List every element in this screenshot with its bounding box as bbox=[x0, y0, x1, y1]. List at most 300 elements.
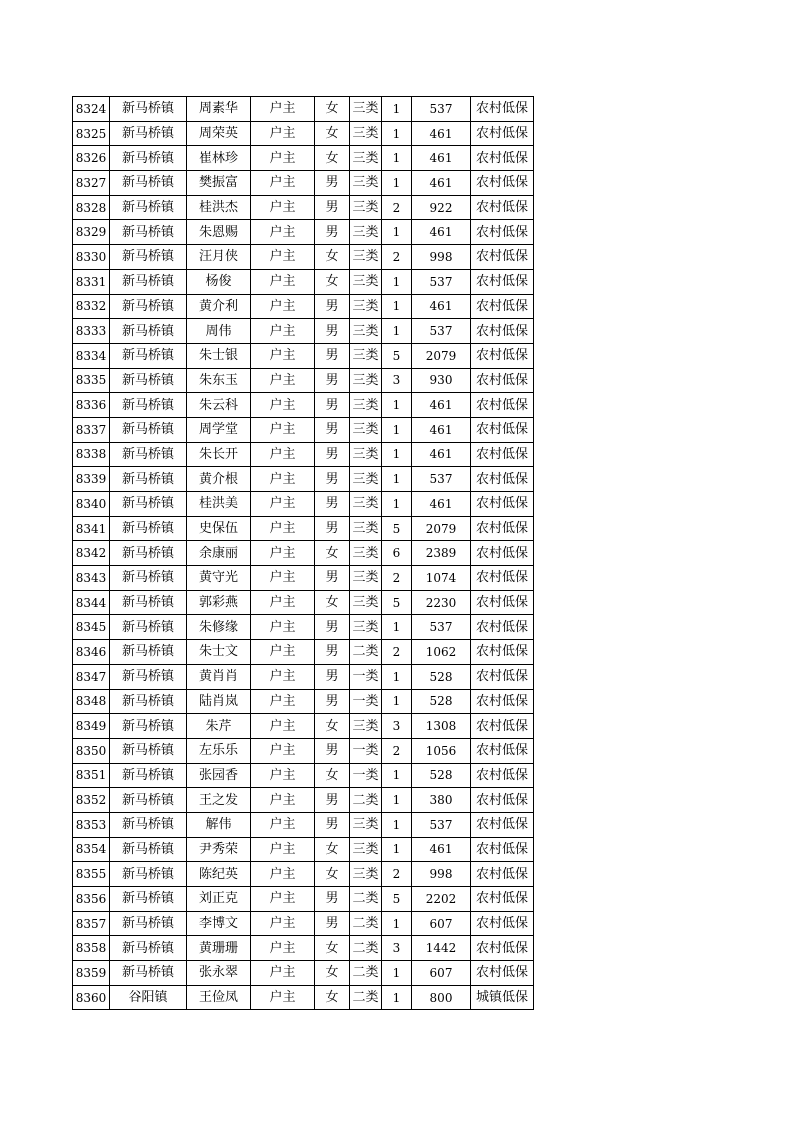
record-id-cell: 8337 bbox=[73, 417, 110, 442]
relation-cell: 户主 bbox=[251, 664, 315, 689]
household-size-cell: 1 bbox=[382, 442, 412, 467]
record-id-cell: 8351 bbox=[73, 763, 110, 788]
record-id-cell: 8330 bbox=[73, 245, 110, 270]
category-cell: 三类 bbox=[350, 812, 382, 837]
household-size-cell: 1 bbox=[382, 763, 412, 788]
town-cell: 新马桥镇 bbox=[110, 467, 187, 492]
record-id-cell: 8339 bbox=[73, 467, 110, 492]
record-id-cell: 8340 bbox=[73, 492, 110, 517]
amount-cell: 461 bbox=[412, 146, 471, 171]
household-size-cell: 5 bbox=[382, 887, 412, 912]
table-row bbox=[73, 936, 534, 961]
town-cell: 新马桥镇 bbox=[110, 566, 187, 591]
record-id-cell: 8355 bbox=[73, 862, 110, 887]
program-cell: 农村低保 bbox=[471, 640, 534, 665]
record-id-cell: 8343 bbox=[73, 566, 110, 591]
town-cell: 新马桥镇 bbox=[110, 590, 187, 615]
gender-cell: 男 bbox=[315, 171, 350, 196]
gender-cell: 女 bbox=[315, 837, 350, 862]
town-cell: 新马桥镇 bbox=[110, 492, 187, 517]
gender-cell: 男 bbox=[315, 393, 350, 418]
record-id-cell: 8332 bbox=[73, 294, 110, 319]
name-cell: 朱云科 bbox=[187, 393, 251, 418]
category-cell: 三类 bbox=[350, 393, 382, 418]
category-cell: 三类 bbox=[350, 245, 382, 270]
name-cell: 余康丽 bbox=[187, 541, 251, 566]
name-cell: 刘正克 bbox=[187, 887, 251, 912]
table-row bbox=[73, 195, 534, 220]
household-size-cell: 2 bbox=[382, 738, 412, 763]
category-cell: 二类 bbox=[350, 911, 382, 936]
town-cell: 新马桥镇 bbox=[110, 788, 187, 813]
relation-cell: 户主 bbox=[251, 319, 315, 344]
name-cell: 王之发 bbox=[187, 788, 251, 813]
gender-cell: 男 bbox=[315, 368, 350, 393]
category-cell: 三类 bbox=[350, 417, 382, 442]
relation-cell: 户主 bbox=[251, 516, 315, 541]
gender-cell: 男 bbox=[315, 812, 350, 837]
name-cell: 黄介根 bbox=[187, 467, 251, 492]
amount-cell: 380 bbox=[412, 788, 471, 813]
relation-cell: 户主 bbox=[251, 566, 315, 591]
town-cell: 新马桥镇 bbox=[110, 220, 187, 245]
gender-cell: 女 bbox=[315, 763, 350, 788]
table-row bbox=[73, 664, 534, 689]
gender-cell: 男 bbox=[315, 417, 350, 442]
name-cell: 尹秀荣 bbox=[187, 837, 251, 862]
program-cell: 农村低保 bbox=[471, 862, 534, 887]
gender-cell: 男 bbox=[315, 220, 350, 245]
amount-cell: 461 bbox=[412, 171, 471, 196]
gender-cell: 男 bbox=[315, 615, 350, 640]
amount-cell: 2230 bbox=[412, 590, 471, 615]
household-size-cell: 1 bbox=[382, 269, 412, 294]
table-row bbox=[73, 319, 534, 344]
amount-cell: 1442 bbox=[412, 936, 471, 961]
record-id-cell: 8329 bbox=[73, 220, 110, 245]
name-cell: 桂洪杰 bbox=[187, 195, 251, 220]
relation-cell: 户主 bbox=[251, 615, 315, 640]
record-id-cell: 8360 bbox=[73, 985, 110, 1010]
town-cell: 新马桥镇 bbox=[110, 97, 187, 122]
relief-roster-table bbox=[72, 96, 534, 1010]
town-cell: 新马桥镇 bbox=[110, 171, 187, 196]
category-cell: 三类 bbox=[350, 319, 382, 344]
household-size-cell: 1 bbox=[382, 393, 412, 418]
category-cell: 三类 bbox=[350, 195, 382, 220]
table-row bbox=[73, 121, 534, 146]
program-cell: 农村低保 bbox=[471, 541, 534, 566]
relation-cell: 户主 bbox=[251, 936, 315, 961]
category-cell: 一类 bbox=[350, 664, 382, 689]
gender-cell: 男 bbox=[315, 442, 350, 467]
town-cell: 新马桥镇 bbox=[110, 837, 187, 862]
name-cell: 解伟 bbox=[187, 812, 251, 837]
category-cell: 三类 bbox=[350, 714, 382, 739]
program-cell: 农村低保 bbox=[471, 788, 534, 813]
program-cell: 城镇低保 bbox=[471, 985, 534, 1010]
gender-cell: 男 bbox=[315, 516, 350, 541]
household-size-cell: 1 bbox=[382, 664, 412, 689]
program-cell: 农村低保 bbox=[471, 368, 534, 393]
relation-cell: 户主 bbox=[251, 220, 315, 245]
table-row bbox=[73, 97, 534, 122]
category-cell: 三类 bbox=[350, 146, 382, 171]
relation-cell: 户主 bbox=[251, 171, 315, 196]
record-id-cell: 8334 bbox=[73, 343, 110, 368]
amount-cell: 528 bbox=[412, 689, 471, 714]
amount-cell: 537 bbox=[412, 269, 471, 294]
amount-cell: 461 bbox=[412, 417, 471, 442]
household-size-cell: 2 bbox=[382, 245, 412, 270]
town-cell: 新马桥镇 bbox=[110, 294, 187, 319]
household-size-cell: 1 bbox=[382, 985, 412, 1010]
table-row bbox=[73, 615, 534, 640]
gender-cell: 女 bbox=[315, 961, 350, 986]
town-cell: 新马桥镇 bbox=[110, 245, 187, 270]
table-row bbox=[73, 590, 534, 615]
town-cell: 新马桥镇 bbox=[110, 393, 187, 418]
household-size-cell: 1 bbox=[382, 911, 412, 936]
gender-cell: 女 bbox=[315, 590, 350, 615]
relation-cell: 户主 bbox=[251, 492, 315, 517]
category-cell: 三类 bbox=[350, 343, 382, 368]
name-cell: 张永翠 bbox=[187, 961, 251, 986]
category-cell: 三类 bbox=[350, 294, 382, 319]
table-row bbox=[73, 393, 534, 418]
table-row bbox=[73, 467, 534, 492]
name-cell: 陆肖岚 bbox=[187, 689, 251, 714]
gender-cell: 男 bbox=[315, 664, 350, 689]
program-cell: 农村低保 bbox=[471, 269, 534, 294]
program-cell: 农村低保 bbox=[471, 590, 534, 615]
amount-cell: 998 bbox=[412, 245, 471, 270]
name-cell: 周荣英 bbox=[187, 121, 251, 146]
relation-cell: 户主 bbox=[251, 788, 315, 813]
program-cell: 农村低保 bbox=[471, 195, 534, 220]
amount-cell: 537 bbox=[412, 467, 471, 492]
program-cell: 农村低保 bbox=[471, 738, 534, 763]
amount-cell: 2202 bbox=[412, 887, 471, 912]
amount-cell: 461 bbox=[412, 393, 471, 418]
amount-cell: 1062 bbox=[412, 640, 471, 665]
record-id-cell: 8353 bbox=[73, 812, 110, 837]
household-size-cell: 3 bbox=[382, 936, 412, 961]
name-cell: 杨俊 bbox=[187, 269, 251, 294]
gender-cell: 男 bbox=[315, 294, 350, 319]
table-body bbox=[73, 97, 534, 1010]
amount-cell: 537 bbox=[412, 615, 471, 640]
name-cell: 朱东玉 bbox=[187, 368, 251, 393]
town-cell: 新马桥镇 bbox=[110, 640, 187, 665]
town-cell: 新马桥镇 bbox=[110, 368, 187, 393]
table-row bbox=[73, 294, 534, 319]
program-cell: 农村低保 bbox=[471, 516, 534, 541]
table-row bbox=[73, 492, 534, 517]
category-cell: 一类 bbox=[350, 763, 382, 788]
relation-cell: 户主 bbox=[251, 887, 315, 912]
name-cell: 黄守光 bbox=[187, 566, 251, 591]
record-id-cell: 8359 bbox=[73, 961, 110, 986]
record-id-cell: 8356 bbox=[73, 887, 110, 912]
gender-cell: 男 bbox=[315, 195, 350, 220]
amount-cell: 2079 bbox=[412, 343, 471, 368]
category-cell: 一类 bbox=[350, 738, 382, 763]
table-row bbox=[73, 837, 534, 862]
town-cell: 新马桥镇 bbox=[110, 319, 187, 344]
table-row bbox=[73, 961, 534, 986]
household-size-cell: 1 bbox=[382, 417, 412, 442]
relation-cell: 户主 bbox=[251, 343, 315, 368]
table-row bbox=[73, 220, 534, 245]
program-cell: 农村低保 bbox=[471, 566, 534, 591]
record-id-cell: 8349 bbox=[73, 714, 110, 739]
amount-cell: 930 bbox=[412, 368, 471, 393]
amount-cell: 461 bbox=[412, 442, 471, 467]
town-cell: 新马桥镇 bbox=[110, 541, 187, 566]
record-id-cell: 8324 bbox=[73, 97, 110, 122]
household-size-cell: 3 bbox=[382, 714, 412, 739]
household-size-cell: 1 bbox=[382, 220, 412, 245]
relation-cell: 户主 bbox=[251, 294, 315, 319]
town-cell: 新马桥镇 bbox=[110, 887, 187, 912]
household-size-cell: 1 bbox=[382, 689, 412, 714]
table-row bbox=[73, 566, 534, 591]
household-size-cell: 6 bbox=[382, 541, 412, 566]
category-cell: 三类 bbox=[350, 97, 382, 122]
name-cell: 郭彩燕 bbox=[187, 590, 251, 615]
category-cell: 三类 bbox=[350, 171, 382, 196]
gender-cell: 男 bbox=[315, 738, 350, 763]
household-size-cell: 1 bbox=[382, 121, 412, 146]
category-cell: 三类 bbox=[350, 121, 382, 146]
relation-cell: 户主 bbox=[251, 911, 315, 936]
amount-cell: 461 bbox=[412, 492, 471, 517]
relation-cell: 户主 bbox=[251, 862, 315, 887]
program-cell: 农村低保 bbox=[471, 393, 534, 418]
name-cell: 张园香 bbox=[187, 763, 251, 788]
program-cell: 农村低保 bbox=[471, 171, 534, 196]
amount-cell: 537 bbox=[412, 319, 471, 344]
relation-cell: 户主 bbox=[251, 763, 315, 788]
town-cell: 新马桥镇 bbox=[110, 195, 187, 220]
town-cell: 新马桥镇 bbox=[110, 343, 187, 368]
table-row bbox=[73, 738, 534, 763]
program-cell: 农村低保 bbox=[471, 961, 534, 986]
program-cell: 农村低保 bbox=[471, 146, 534, 171]
household-size-cell: 1 bbox=[382, 294, 412, 319]
table-row bbox=[73, 417, 534, 442]
town-cell: 新马桥镇 bbox=[110, 664, 187, 689]
name-cell: 李博文 bbox=[187, 911, 251, 936]
record-id-cell: 8350 bbox=[73, 738, 110, 763]
household-size-cell: 5 bbox=[382, 343, 412, 368]
program-cell: 农村低保 bbox=[471, 936, 534, 961]
gender-cell: 女 bbox=[315, 541, 350, 566]
relation-cell: 户主 bbox=[251, 467, 315, 492]
category-cell: 三类 bbox=[350, 492, 382, 517]
gender-cell: 女 bbox=[315, 121, 350, 146]
amount-cell: 528 bbox=[412, 763, 471, 788]
relation-cell: 户主 bbox=[251, 442, 315, 467]
gender-cell: 男 bbox=[315, 887, 350, 912]
record-id-cell: 8347 bbox=[73, 664, 110, 689]
household-size-cell: 1 bbox=[382, 812, 412, 837]
amount-cell: 800 bbox=[412, 985, 471, 1010]
table-row bbox=[73, 368, 534, 393]
program-cell: 农村低保 bbox=[471, 812, 534, 837]
table-row bbox=[73, 763, 534, 788]
household-size-cell: 1 bbox=[382, 97, 412, 122]
gender-cell: 男 bbox=[315, 566, 350, 591]
category-cell: 二类 bbox=[350, 985, 382, 1010]
table-row bbox=[73, 985, 534, 1010]
amount-cell: 607 bbox=[412, 961, 471, 986]
record-id-cell: 8335 bbox=[73, 368, 110, 393]
gender-cell: 女 bbox=[315, 97, 350, 122]
program-cell: 农村低保 bbox=[471, 714, 534, 739]
household-size-cell: 1 bbox=[382, 171, 412, 196]
amount-cell: 528 bbox=[412, 664, 471, 689]
record-id-cell: 8333 bbox=[73, 319, 110, 344]
record-id-cell: 8348 bbox=[73, 689, 110, 714]
household-size-cell: 1 bbox=[382, 961, 412, 986]
relation-cell: 户主 bbox=[251, 417, 315, 442]
amount-cell: 537 bbox=[412, 97, 471, 122]
gender-cell: 女 bbox=[315, 985, 350, 1010]
category-cell: 三类 bbox=[350, 566, 382, 591]
town-cell: 新马桥镇 bbox=[110, 936, 187, 961]
amount-cell: 461 bbox=[412, 294, 471, 319]
household-size-cell: 2 bbox=[382, 862, 412, 887]
amount-cell: 461 bbox=[412, 837, 471, 862]
gender-cell: 男 bbox=[315, 319, 350, 344]
name-cell: 黄介利 bbox=[187, 294, 251, 319]
category-cell: 三类 bbox=[350, 590, 382, 615]
category-cell: 三类 bbox=[350, 269, 382, 294]
table-row bbox=[73, 245, 534, 270]
category-cell: 三类 bbox=[350, 516, 382, 541]
amount-cell: 2389 bbox=[412, 541, 471, 566]
name-cell: 朱士文 bbox=[187, 640, 251, 665]
town-cell: 新马桥镇 bbox=[110, 763, 187, 788]
town-cell: 新马桥镇 bbox=[110, 121, 187, 146]
town-cell: 谷阳镇 bbox=[110, 985, 187, 1010]
town-cell: 新马桥镇 bbox=[110, 961, 187, 986]
category-cell: 二类 bbox=[350, 936, 382, 961]
record-id-cell: 8352 bbox=[73, 788, 110, 813]
program-cell: 农村低保 bbox=[471, 319, 534, 344]
program-cell: 农村低保 bbox=[471, 689, 534, 714]
name-cell: 黄珊珊 bbox=[187, 936, 251, 961]
table-row bbox=[73, 442, 534, 467]
name-cell: 汪月侠 bbox=[187, 245, 251, 270]
relation-cell: 户主 bbox=[251, 97, 315, 122]
category-cell: 一类 bbox=[350, 689, 382, 714]
record-id-cell: 8342 bbox=[73, 541, 110, 566]
gender-cell: 女 bbox=[315, 714, 350, 739]
amount-cell: 922 bbox=[412, 195, 471, 220]
town-cell: 新马桥镇 bbox=[110, 615, 187, 640]
relation-cell: 户主 bbox=[251, 368, 315, 393]
household-size-cell: 3 bbox=[382, 368, 412, 393]
table-row bbox=[73, 171, 534, 196]
table-row bbox=[73, 640, 534, 665]
table-row bbox=[73, 541, 534, 566]
town-cell: 新马桥镇 bbox=[110, 417, 187, 442]
name-cell: 史保伍 bbox=[187, 516, 251, 541]
name-cell: 桂洪美 bbox=[187, 492, 251, 517]
program-cell: 农村低保 bbox=[471, 417, 534, 442]
name-cell: 陈纪英 bbox=[187, 862, 251, 887]
category-cell: 三类 bbox=[350, 837, 382, 862]
table-row bbox=[73, 911, 534, 936]
record-id-cell: 8357 bbox=[73, 911, 110, 936]
name-cell: 左乐乐 bbox=[187, 738, 251, 763]
gender-cell: 女 bbox=[315, 245, 350, 270]
program-cell: 农村低保 bbox=[471, 442, 534, 467]
record-id-cell: 8331 bbox=[73, 269, 110, 294]
name-cell: 朱芹 bbox=[187, 714, 251, 739]
town-cell: 新马桥镇 bbox=[110, 738, 187, 763]
program-cell: 农村低保 bbox=[471, 245, 534, 270]
name-cell: 朱恩赐 bbox=[187, 220, 251, 245]
relation-cell: 户主 bbox=[251, 146, 315, 171]
record-id-cell: 8338 bbox=[73, 442, 110, 467]
category-cell: 三类 bbox=[350, 615, 382, 640]
program-cell: 农村低保 bbox=[471, 97, 534, 122]
gender-cell: 男 bbox=[315, 788, 350, 813]
household-size-cell: 5 bbox=[382, 590, 412, 615]
program-cell: 农村低保 bbox=[471, 837, 534, 862]
program-cell: 农村低保 bbox=[471, 492, 534, 517]
amount-cell: 1074 bbox=[412, 566, 471, 591]
name-cell: 崔林珍 bbox=[187, 146, 251, 171]
table-row bbox=[73, 887, 534, 912]
record-id-cell: 8341 bbox=[73, 516, 110, 541]
amount-cell: 1056 bbox=[412, 738, 471, 763]
relation-cell: 户主 bbox=[251, 393, 315, 418]
town-cell: 新马桥镇 bbox=[110, 689, 187, 714]
relation-cell: 户主 bbox=[251, 195, 315, 220]
record-id-cell: 8354 bbox=[73, 837, 110, 862]
relation-cell: 户主 bbox=[251, 961, 315, 986]
record-id-cell: 8358 bbox=[73, 936, 110, 961]
gender-cell: 男 bbox=[315, 640, 350, 665]
category-cell: 三类 bbox=[350, 220, 382, 245]
name-cell: 樊振富 bbox=[187, 171, 251, 196]
program-cell: 农村低保 bbox=[471, 294, 534, 319]
program-cell: 农村低保 bbox=[471, 887, 534, 912]
relation-cell: 户主 bbox=[251, 714, 315, 739]
gender-cell: 男 bbox=[315, 467, 350, 492]
name-cell: 周素华 bbox=[187, 97, 251, 122]
relation-cell: 户主 bbox=[251, 121, 315, 146]
category-cell: 三类 bbox=[350, 467, 382, 492]
relation-cell: 户主 bbox=[251, 541, 315, 566]
category-cell: 二类 bbox=[350, 640, 382, 665]
town-cell: 新马桥镇 bbox=[110, 812, 187, 837]
program-cell: 农村低保 bbox=[471, 467, 534, 492]
record-id-cell: 8327 bbox=[73, 171, 110, 196]
household-size-cell: 1 bbox=[382, 492, 412, 517]
name-cell: 周学堂 bbox=[187, 417, 251, 442]
town-cell: 新马桥镇 bbox=[110, 442, 187, 467]
relation-cell: 户主 bbox=[251, 837, 315, 862]
household-size-cell: 1 bbox=[382, 146, 412, 171]
table-row bbox=[73, 269, 534, 294]
gender-cell: 女 bbox=[315, 146, 350, 171]
